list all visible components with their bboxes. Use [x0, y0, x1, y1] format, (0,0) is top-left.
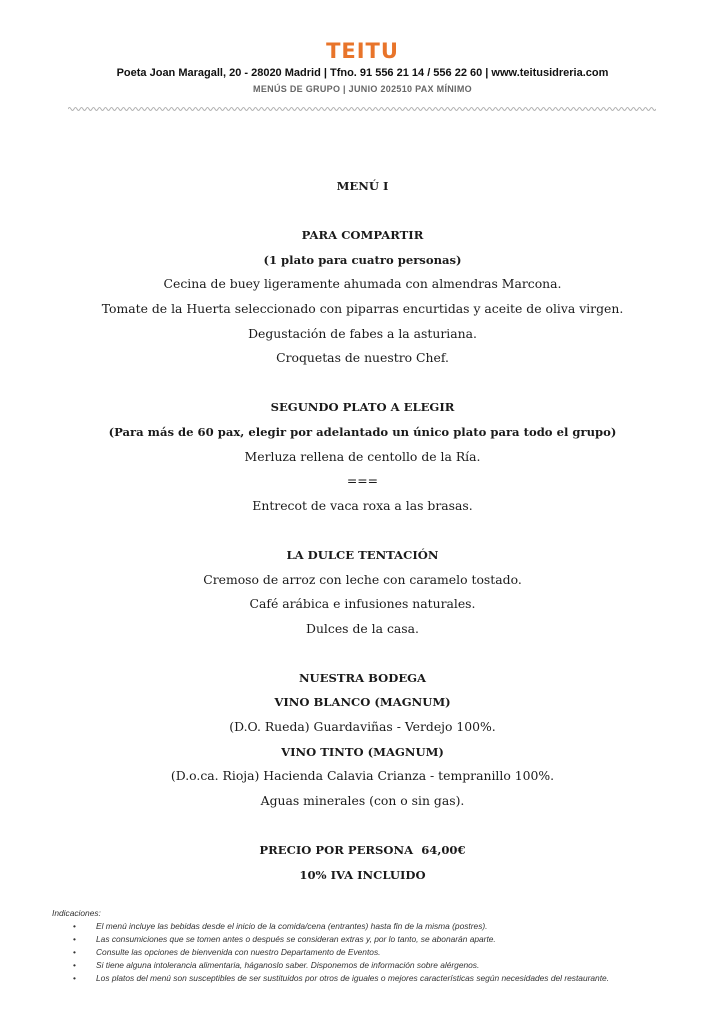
section-heading-dulce: LA DULCE TENTACIÓN [286, 547, 439, 562]
option-separator: === [346, 473, 379, 489]
dish-item: Entrecot de vaca roxa a las brasas. [252, 497, 473, 513]
notes-list [52, 920, 652, 985]
wine-white-heading: VINO BLANCO (MAGNUM) [274, 695, 451, 710]
section-note-segundo: (Para más de 60 pax, elegir por adelantado un único plato para todo el grupo) [108, 424, 617, 439]
dish-item: Merluza rellena de centollo de la Ría. [244, 448, 481, 464]
contact-address: Poeta Joan Maragall, 20 - 28020 Madrid | Tfno. 91 556 21 14 / 556 22 60 | www.teitusidreria.com [116, 67, 609, 79]
menu-body [0, 174, 725, 887]
note-item: • Consulte las opciones de bienvenida con nuestro Departamento de Eventos. [52, 946, 652, 959]
price-per-person: PRECIO POR PERSONA 64,00€ [259, 843, 466, 858]
dish-item: Cremoso de arroz con leche con caramelo tostado. [203, 571, 522, 587]
note-item: • Las consumiciones que se tomen antes o después se consideran extras y, por lo tanto, se abonarán aparte. [52, 933, 652, 946]
dish-item: Dulces de la casa. [306, 620, 419, 636]
dish-item: Café arábica e infusiones naturales. [249, 596, 476, 612]
dish-item: Tomate de la Huerta seleccionado con piparras encurtidas y aceite de oliva virgen. [101, 300, 624, 316]
decorative-wave-divider [68, 106, 656, 112]
wine-white: (D.O. Rueda) Guardaviñas - Verdejo 100%. [229, 719, 496, 735]
water-item: Aguas minerales (con o sin gas). [260, 792, 465, 808]
wine-red: (D.o.ca. Rioja) Hacienda Calavia Crianza - tempranillo 100%. [170, 768, 555, 784]
dish-item: Croquetas de nuestro Chef. [276, 350, 449, 366]
note-item: • Los platos del menú son susceptibles de ser sustituidos por otros de iguales o mejores características según necesidades del restaurante. [52, 972, 652, 985]
note-item: • Si tiene alguna intolerancia alimentaria, háganoslo saber. Disponemos de información sobre alérgenos. [52, 959, 652, 972]
dish-item: Cecina de buey ligeramente ahumada con almendras Marcona. [163, 276, 562, 292]
section-heading-compartir: PARA COMPARTIR [301, 228, 424, 243]
wine-red-heading: VINO TINTO (MAGNUM) [281, 744, 444, 759]
notes-section [52, 907, 652, 985]
document-subtitle: MENÚS DE GRUPO | JUNIO 202510 PAX MÍNIMO [253, 84, 472, 94]
section-heading-segundo: SEGUNDO PLATO A ELEGIR [270, 400, 455, 415]
letterhead [0, 38, 725, 95]
vat-included: 10% IVA INCLUIDO [299, 867, 426, 882]
notes-title: Indicaciones: [52, 908, 101, 918]
brand-logo: TEITU [326, 39, 399, 63]
section-heading-bodega: NUESTRA BODEGA [298, 670, 427, 685]
note-item: • El menú incluye las bebidas desde el inicio de la comida/cena (entrantes) hasta fin de la misma (postres). [52, 920, 652, 933]
section-note-compartir: (1 plato para cuatro personas) [263, 252, 462, 267]
dish-item: Degustación de fabes a la asturiana. [248, 325, 477, 341]
menu-title: MENÚ I [336, 179, 389, 193]
